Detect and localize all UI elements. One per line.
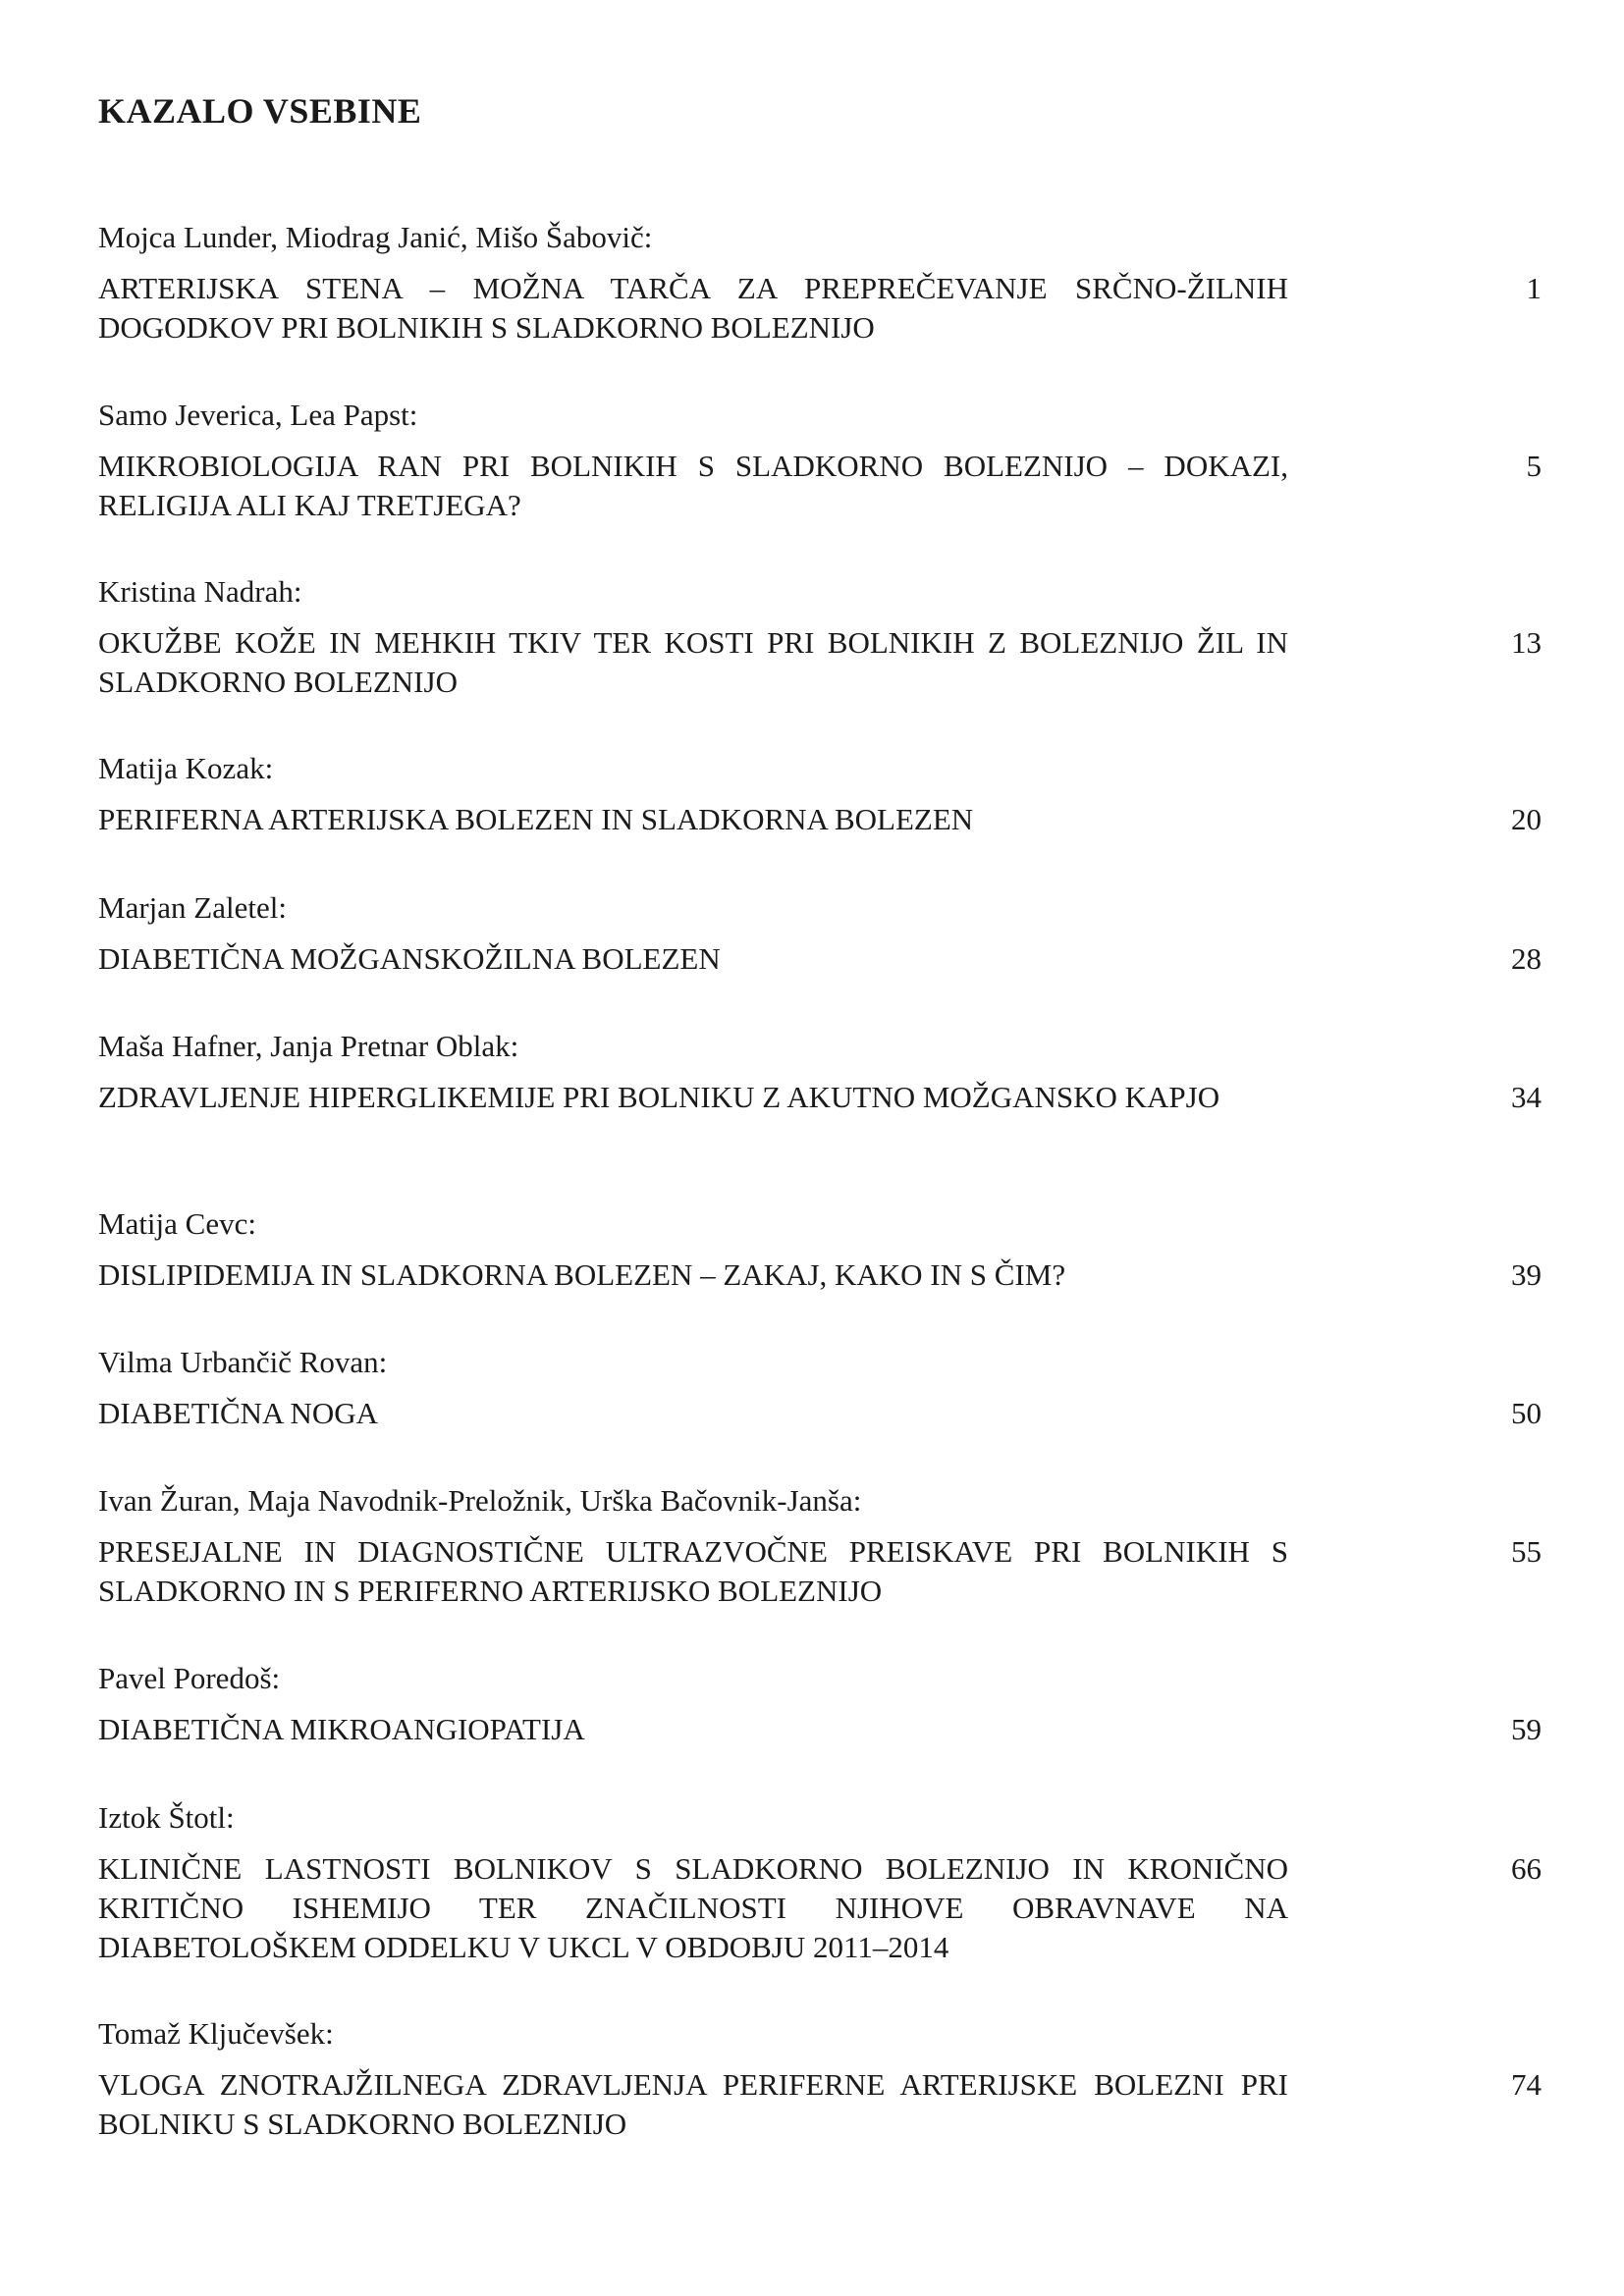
entry-page-number: 55 (1511, 1534, 1542, 1569)
entry-page-number: 59 (1511, 1712, 1542, 1746)
toc-entry (98, 749, 1542, 839)
entry-row (98, 447, 1542, 525)
entry-authors: Matija Kozak: (98, 751, 274, 785)
toc-entry (98, 1343, 1542, 1433)
entry-title: PRESEJALNE IN DIAGNOSTIČNE ULTRAZVOČNE PREISKAVE PRI BOLNIKIH S SLADKORNO IN S PERIFERNO ARTERIJSKO BOLEZNIJO (98, 1534, 1288, 1608)
toc-entry (98, 1659, 1542, 1749)
entry-row (98, 1849, 1542, 1967)
entry-authors: Tomaž Ključevšek: (98, 2016, 334, 2051)
entry-authors: Pavel Poredoš: (98, 1661, 281, 1695)
entry-authors: Marjan Zaletel: (98, 890, 287, 925)
toc-entry (98, 1481, 1542, 1611)
entry-title: PERIFERNA ARTERIJSKA BOLEZEN IN SLADKORNA BOLEZEN (98, 802, 974, 836)
entry-row (98, 939, 1542, 979)
entry-title: DIABETIČNA NOGA (98, 1396, 379, 1430)
entry-authors: Ivan Žuran, Maja Navodnik-Preložnik, Urška Bačovnik-Janša: (98, 1483, 862, 1518)
toc-entry (98, 572, 1542, 702)
entry-row (98, 269, 1542, 347)
entry-title: ZDRAVLJENJE HIPERGLIKEMIJE PRI BOLNIKU Z AKUTNO MOŽGANSKO KAPJO (98, 1080, 1220, 1114)
entry-title: DISLIPIDEMIJA IN SLADKORNA BOLEZEN – ZAKAJ, KAKO IN S ČIM? (98, 1257, 1066, 1292)
entry-row (98, 1255, 1542, 1295)
entry-page-number: 20 (1511, 802, 1542, 836)
entry-page-number: 74 (1511, 2067, 1542, 2102)
entry-row (98, 800, 1542, 839)
entry-page-number: 13 (1511, 625, 1542, 660)
entry-title: DIABETIČNA MIKROANGIOPATIJA (98, 1712, 585, 1746)
entry-title: ARTERIJSKA STENA – MOŽNA TARČA ZA PREPREČEVANJE SRČNO-ŽILNIH DOGODKOV PRI BOLNIKIH S SLADKORNO BOLEZNIJO (98, 271, 1288, 345)
entry-authors: Kristina Nadrah: (98, 574, 302, 609)
toc-entry (98, 1798, 1542, 1967)
entry-row (98, 623, 1542, 702)
toc-entry (98, 1027, 1542, 1117)
toc-entry (98, 218, 1542, 347)
toc-entry (98, 396, 1542, 525)
entry-page-number: 50 (1511, 1396, 1542, 1430)
entry-title: DIABETIČNA MOŽGANSKOŽILNA BOLEZEN (98, 941, 721, 976)
entry-page-number: 1 (1526, 271, 1542, 305)
entry-authors: Vilma Urbančič Rovan: (98, 1345, 388, 1379)
entry-row (98, 1710, 1542, 1749)
entry-authors: Samo Jeverica, Lea Papst: (98, 398, 418, 432)
entry-authors: Maša Hafner, Janja Pretnar Oblak: (98, 1029, 519, 1063)
page-title: KAZALO VSEBINE (98, 91, 422, 131)
entry-row (98, 2065, 1542, 2144)
entry-row (98, 1078, 1542, 1117)
entry-title: OKUŽBE KOŽE IN MEHKIH TKIV TER KOSTI PRI BOLNIKIH Z BOLEZNIJO ŽIL IN SLADKORNO BOLEZNIJO (98, 625, 1288, 699)
entry-page-number: 66 (1511, 1851, 1542, 1886)
entry-page-number: 34 (1511, 1080, 1542, 1114)
entry-page-number: 39 (1511, 1257, 1542, 1292)
entry-title: MIKROBIOLOGIJA RAN PRI BOLNIKIH S SLADKORNO BOLEZNIJO – DOKAZI, RELIGIJA ALI KAJ TRETJEGA? (98, 449, 1288, 522)
entry-authors: Matija Cevc: (98, 1206, 256, 1241)
entry-page-number: 28 (1511, 941, 1542, 976)
entry-page-number: 5 (1526, 449, 1542, 483)
entry-title: VLOGA ZNOTRAJŽILNEGA ZDRAVLJENJA PERIFERNE ARTERIJSKE BOLEZNI PRI BOLNIKU S SLADKORNO BOLEZNIJO (98, 2067, 1288, 2141)
entry-row (98, 1394, 1542, 1433)
entry-row (98, 1532, 1542, 1611)
toc-entry (98, 888, 1542, 979)
entry-title: KLINIČNE LASTNOSTI BOLNIKOV S SLADKORNO BOLEZNIJO IN KRONIČNO KRITIČNO ISHEMIJO TER ZNAČILNOSTI NJIHOVE OBRAVNAVE NA DIABETOLOŠKEM ODDELKU V UKCL V OBDOBJU 2011–2014 (98, 1851, 1288, 1964)
entry-authors: Mojca Lunder, Miodrag Janić, Mišo Šabovič: (98, 220, 653, 254)
entry-authors: Iztok Štotl: (98, 1800, 235, 1835)
toc-entry (98, 1204, 1542, 1295)
toc-entry (98, 2014, 1542, 2144)
